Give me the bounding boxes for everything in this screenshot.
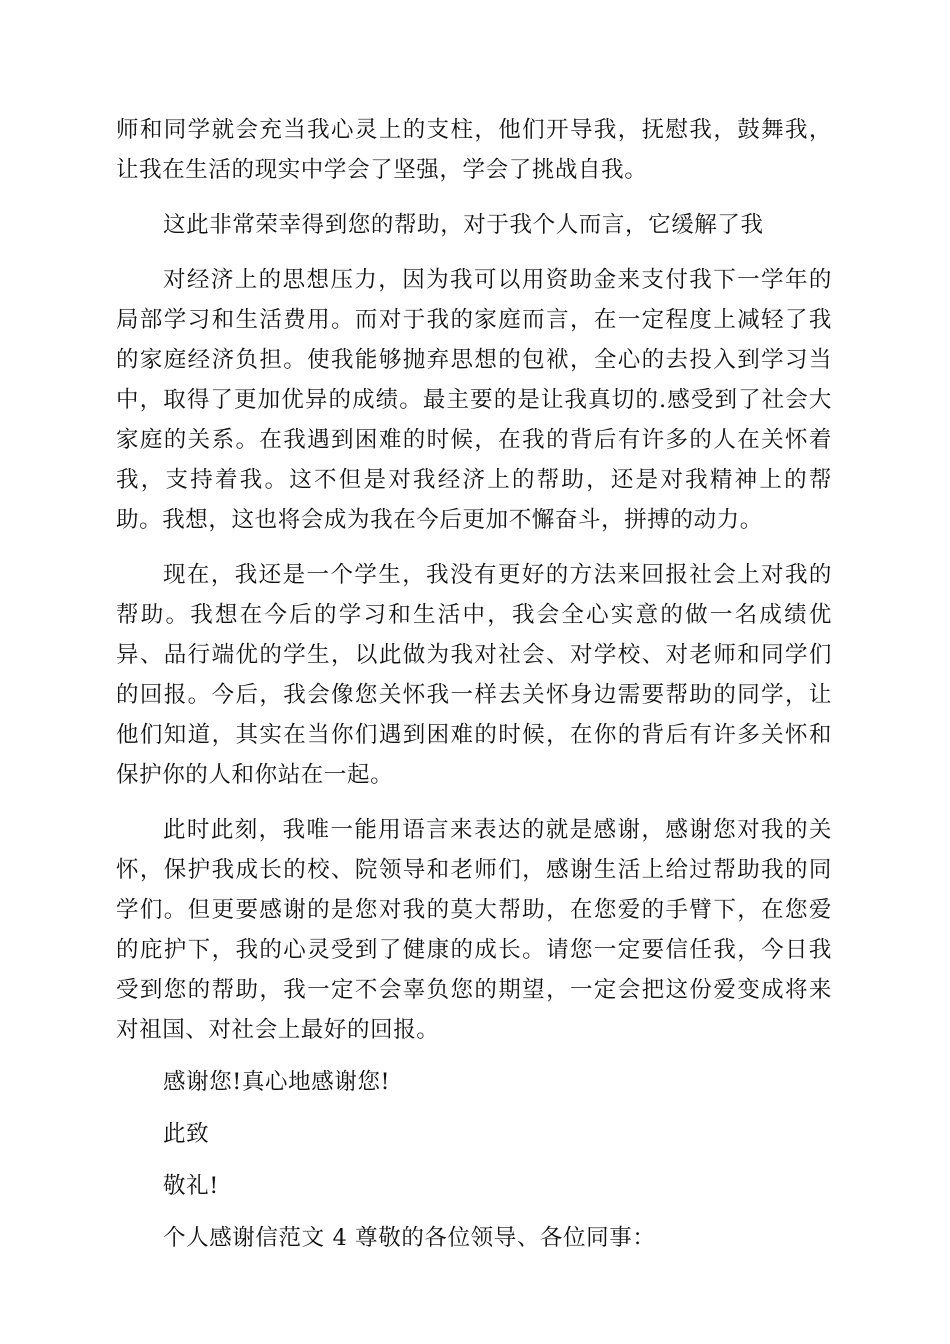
closing-regards: 敬礼! (163, 1173, 219, 1199)
paragraph-continued: 师和同学就会充当我心灵上的支柱，他们开导我，抚慰我，鼓舞我，让我在生活的现实中学会了坚强，学会了挑战自我。 (116, 117, 832, 183)
paragraph-thanks: 此时此刻，我唯一能用语言来表达的就是感谢，感谢您对我的关怀，保护我成长的校、院领导和老师们，感谢生活上给过帮助我的同学们。但更要感谢的是您对我的莫大帮助，在您爱的手臂下，在您爱的庇护下，我的心灵受到了健康的成长。请您一定要信任我，今日我受到您的帮助，我一定不会辜负您的期望，一定会把这份爱变成将来对祖国、对社会上最好的回报。 (116, 817, 832, 1043)
letter-body (116, 110, 832, 1258)
closing-thanks: 感谢您!真心地感谢您! (163, 1069, 391, 1095)
paragraph-gratitude-intro: 这此非常荣幸得到您的帮助，对于我个人而言，它缓解了我 (163, 212, 764, 238)
paragraph-future-plans: 现在，我还是一个学生，我没有更好的方法来回报社会上对我的帮助。我想在今后的学习和生活中，我会全心实意的做一名成绩优异、品行端优的学生，以此做为我对社会、对学校、对老师和同学们的回报。今后，我会像您关怀我一样去关怀身边需要帮助的同学，让他们知道，其实在当你们遇到困难的时候，在你的背后有许多关怀和保护你的人和你站在一起。 (116, 562, 832, 788)
closing-salutation: 此致 (163, 1121, 210, 1147)
paragraph-economic-relief: 对经济上的思想压力，因为我可以用资助金来支付我下一学年的局部学习和生活费用。而对于我的家庭而言，在一定程度上减轻了我的家庭经济负担。使我能够抛弃思想的包袱，全心的去投入到学习当中，取得了更加优异的成绩。最主要的是让我真切的.感受到了社会大家庭的关系。在我遇到困难的时候，在我的背后有许多的人在关怀着我，支持着我。这不但是对我经济上的帮助，还是对我精神上的帮助。我想，这也将会成为我在今后更加不懈奋斗，拼搏的动力。 (116, 267, 832, 533)
next-letter-heading: 个人感谢信范文 4 尊敬的各位领导、各位同事： (163, 1225, 656, 1251)
